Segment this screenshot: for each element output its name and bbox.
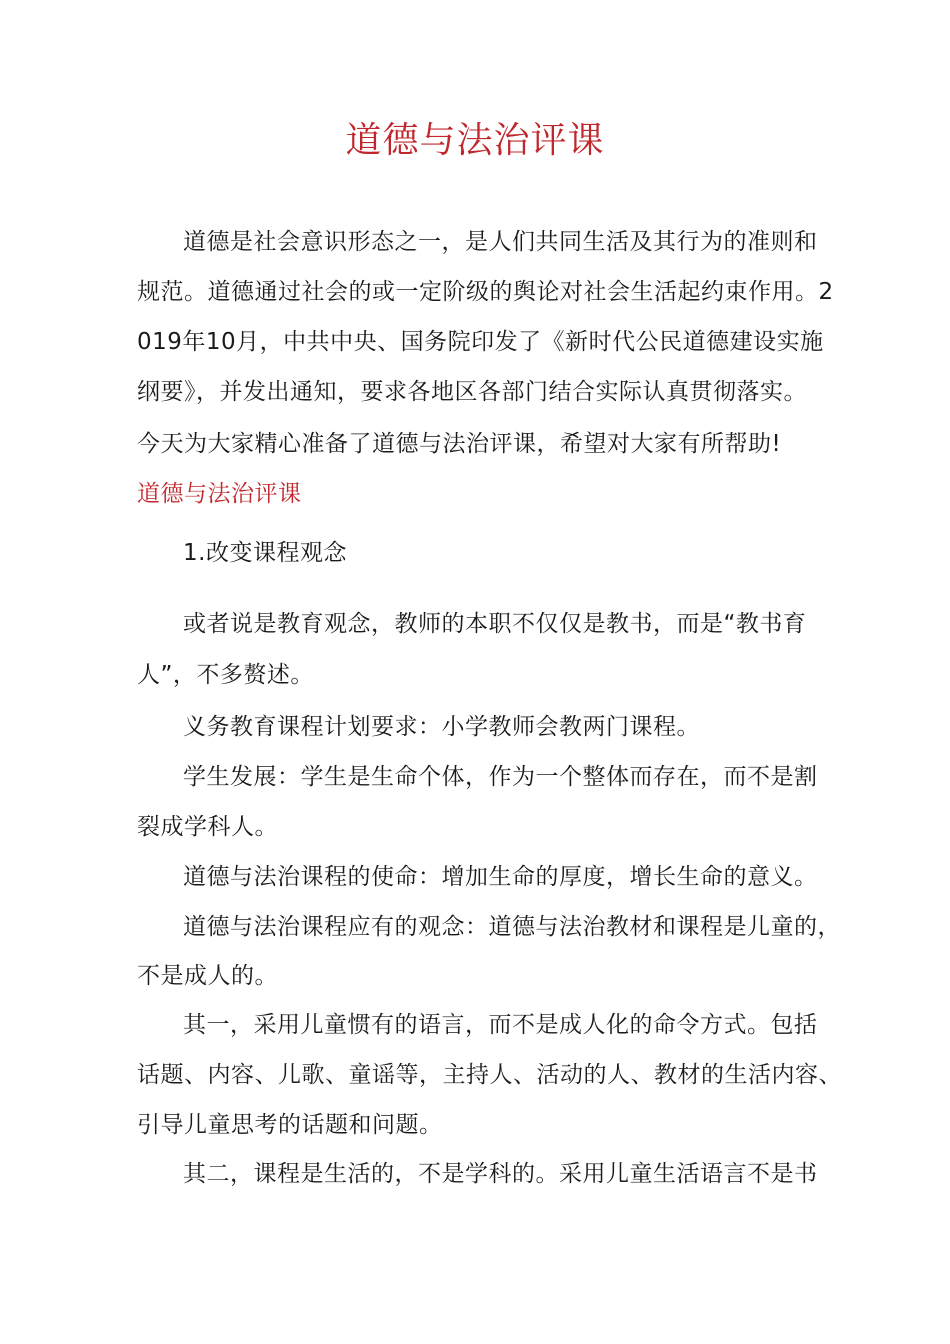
intro-line-5: 今天为大家精心准备了道德与法治评课，希望对大家有所帮助! — [137, 431, 782, 457]
section-heading: 道德与法治评课 — [137, 481, 302, 507]
body-line-12: 其二，课程是生活的，不是学科的。采用儿童生活语言不是书 — [183, 1161, 818, 1187]
body-line-3: 义务教育课程计划要求：小学教师会教两门课程。 — [183, 714, 700, 740]
body-line-5: 裂成学科人。 — [137, 814, 278, 840]
body-line-2: 人”，不多赘述。 — [137, 662, 314, 688]
intro-line-4: 纲要》，并发出通知，要求各地区各部门结合实际认真贯彻落实。 — [137, 379, 807, 405]
body-line-6: 道德与法治课程的使命：增加生命的厚度，增长生命的意义。 — [183, 864, 818, 890]
page-title: 道德与法治评课 — [345, 120, 605, 161]
body-line-7: 道德与法治课程应有的观念：道德与法治教材和课程是儿童的， — [183, 914, 841, 940]
intro-line-3: 019年10月，中共中央、国务院印发了《新时代公民道德建设实施 — [137, 329, 824, 355]
body-line-10: 话题、内容、儿歌、童谣等，主持人、活动的人、教材的生活内容、 — [137, 1062, 842, 1088]
body-line-9: 其一，采用儿童惯有的语言，而不是成人化的命令方式。包括 — [183, 1012, 818, 1038]
intro-line-2: 规范。道德通过社会的或一定阶级的舆论对社会生活起约束作用。2 — [137, 279, 834, 305]
intro-line-1: 道德是社会意识形态之一，是人们共同生活及其行为的准则和 — [183, 229, 818, 255]
body-line-11: 引导儿童思考的话题和问题。 — [137, 1112, 443, 1138]
body-line-4: 学生发展：学生是生命个体，作为一个整体而存在，而不是割 — [183, 764, 818, 790]
body-line-1: 或者说是教育观念，教师的本职不仅仅是教书，而是“教书育 — [183, 611, 807, 637]
subheading: 1.改变课程观念 — [183, 540, 347, 566]
body-line-8: 不是成人的。 — [137, 963, 278, 989]
